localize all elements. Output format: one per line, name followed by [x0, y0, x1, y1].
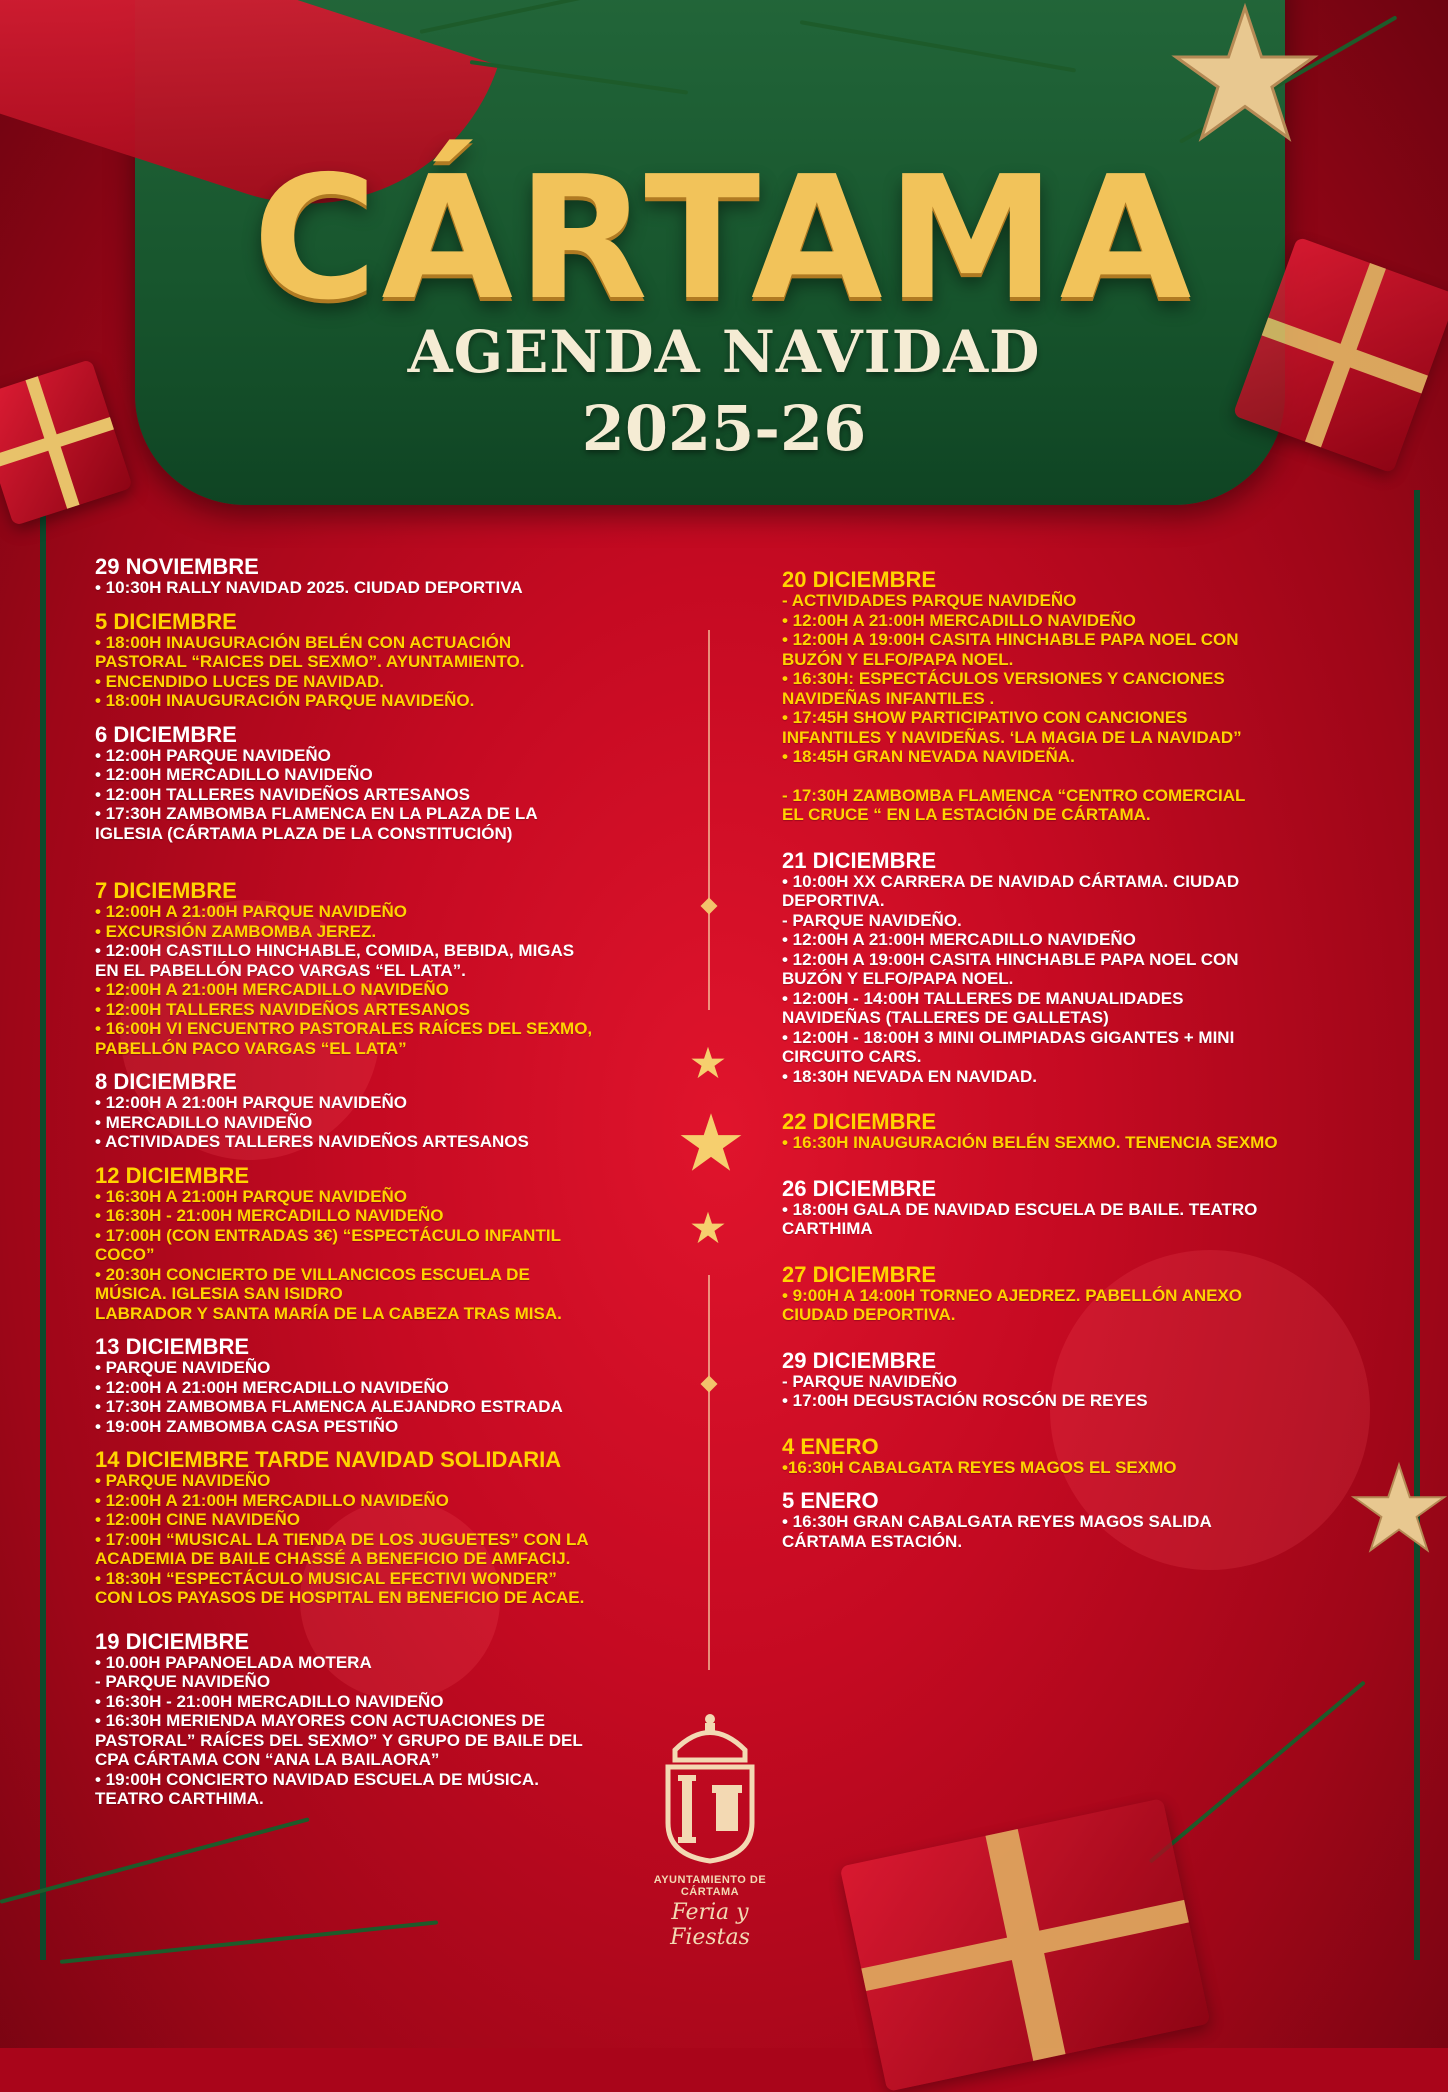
- agenda-day: [95, 1164, 695, 1324]
- event-line: • 18:00H INAUGURACIÓN BELÉN CON ACTUACIÓN: [95, 632, 512, 652]
- event-line: CON LOS PAYASOS DE HOSPITAL EN BENEFICIO DE ACAE.: [95, 1588, 585, 1607]
- agenda-day: [95, 555, 695, 598]
- coat-of-arms-icon: [650, 1705, 770, 1865]
- event-line: LABRADOR Y SANTA MARÍA DE LA CABEZA TRAS MISA.: [95, 1303, 562, 1323]
- logo-top-text: AYUNTAMIENTO DE CÁRTAMA: [653, 1874, 767, 1898]
- left-column: [95, 555, 695, 1821]
- event-line: •16:30H CABALGATA REYES MAGOS EL SEXMO: [782, 1457, 1177, 1477]
- event-line: CÁRTAMA ESTACIÓN.: [782, 1531, 963, 1551]
- event-line: • 16:30H MERIENDA MAYORES CON ACTUACIONES DE: [95, 1711, 545, 1730]
- agenda-day: [782, 1263, 1382, 1325]
- main-title: CÁRTAMA: [252, 140, 1196, 338]
- event-line: - ACTIVIDADES PARQUE NAVIDEÑO: [782, 591, 1077, 610]
- event-line: • 10.00H PAPANOELADA MOTERA: [95, 1652, 372, 1672]
- event-line: - PARQUE NAVIDEÑO: [95, 1672, 271, 1691]
- day-title: 20 DICIEMBRE: [782, 567, 937, 592]
- event-line: • 19:00H ZAMBOMBA CASA PESTIÑO: [95, 1416, 399, 1436]
- event-line: • ACTIVIDADES TALLERES NAVIDEÑOS ARTESANOS: [95, 1132, 529, 1151]
- event-line: TEATRO CARTHIMA.: [95, 1789, 264, 1808]
- agenda-day: [782, 849, 1382, 1087]
- event-line: - 17:30H ZAMBOMBA FLAMENCA “CENTRO COMERCIAL: [782, 785, 1246, 805]
- event-line: • 12:00H TALLERES NAVIDEÑOS ARTESANOS: [95, 784, 470, 804]
- event-line: • 12:00H PARQUE NAVIDEÑO: [95, 745, 331, 765]
- event-line: IGLESIA (CÁRTAMA PLAZA DE LA CONSTITUCIÓN): [95, 823, 513, 843]
- ayuntamiento-logo: [645, 1705, 775, 1950]
- event-line: • 16:30H - 21:00H MERCADILLO NAVIDEÑO: [95, 1691, 444, 1711]
- event-line: CARTHIMA: [782, 1219, 873, 1238]
- day-title: 7 DICIEMBRE: [95, 878, 237, 903]
- event-line: INFANTILES Y NAVIDEÑAS. ‘LA MAGIA DE LA NAVIDAD”: [782, 727, 1242, 747]
- event-line: NAVIDEÑAS INFANTILES .: [782, 688, 995, 708]
- day-title: 5 DICIEMBRE: [95, 608, 237, 634]
- agenda-day: [95, 723, 695, 844]
- event-line: • PARQUE NAVIDEÑO: [95, 1358, 271, 1377]
- agenda-day: [95, 1070, 695, 1152]
- event-line: • 17:00H (CON ENTRADAS 3€) “ESPECTÁCULO INFANTIL: [95, 1225, 561, 1245]
- event-line: CIUDAD DEPORTIVA.: [782, 1305, 956, 1324]
- day-title: 22 DICIEMBRE: [782, 1109, 937, 1134]
- day-title: 29 NOVIEMBRE: [95, 554, 259, 579]
- subtitle: AGENDA NAVIDAD: [407, 318, 1041, 386]
- event-line: • 12:00H MERCADILLO NAVIDEÑO: [95, 765, 373, 784]
- day-title: 27 DICIEMBRE: [782, 1261, 937, 1287]
- agenda-day: [782, 1435, 1382, 1478]
- event-line: • 12:00H CINE NAVIDEÑO: [95, 1510, 300, 1529]
- event-line: • 17:00H “MUSICAL LA TIENDA DE LOS JUGUETES” CON LA: [95, 1529, 589, 1549]
- event-line: MÚSICA. IGLESIA SAN ISIDRO: [95, 1284, 343, 1303]
- event-line: • 12:00H TALLERES NAVIDEÑOS ARTESANOS: [95, 999, 470, 1019]
- event-line: • 16:30H A 21:00H PARQUE NAVIDEÑO: [95, 1186, 408, 1206]
- day-title: 26 DICIEMBRE: [782, 1175, 937, 1201]
- event-line: [782, 767, 1382, 786]
- event-line: ACADEMIA DE BAILE CHASSÉ A BENEFICIO DE AMFACIJ.: [95, 1549, 571, 1568]
- event-line: • 12:00H A 21:00H MERCADILLO NAVIDEÑO: [782, 610, 1136, 630]
- event-line: BUZÓN Y ELFO/PAPA NOEL.: [782, 649, 1014, 669]
- event-line: EN EL PABELLÓN PACO VARGAS “EL LATA”.: [95, 960, 466, 980]
- gold-star-icon: [690, 1045, 726, 1081]
- right-column: [782, 568, 1382, 1563]
- event-line: BUZÓN Y ELFO/PAPA NOEL.: [782, 969, 1014, 988]
- event-line: • 18:30H “ESPECTÁCULO MUSICAL EFECTIVI WONDER”: [95, 1568, 557, 1588]
- day-title: 12 DICIEMBRE: [95, 1162, 250, 1188]
- event-line: • 12:00H A 21:00H MERCADILLO NAVIDEÑO: [782, 930, 1136, 949]
- center-divider: [708, 630, 710, 1010]
- event-line: • 17:30H ZAMBOMBA FLAMENCA ALEJANDRO ESTRADA: [95, 1397, 563, 1416]
- event-line: • 18:00H GALA DE NAVIDAD ESCUELA DE BAILE. TEATRO: [782, 1199, 1258, 1219]
- event-line: • 18:00H INAUGURACIÓN PARQUE NAVIDEÑO.: [95, 691, 475, 710]
- event-line: • 12:00H - 18:00H 3 MINI OLIMPIADAS GIGANTES + MINI: [782, 1027, 1235, 1047]
- agenda-day: [95, 879, 695, 1058]
- event-line: • 9:00H A 14:00H TORNEO AJEDREZ. PABELLÓN ANEXO: [782, 1285, 1243, 1305]
- event-line: • 12:00H A 19:00H CASITA HINCHABLE PAPA NOEL CON: [782, 630, 1239, 649]
- day-title: 6 DICIEMBRE: [95, 721, 237, 747]
- event-line: • 16:30H - 21:00H MERCADILLO NAVIDEÑO: [95, 1206, 444, 1225]
- year-label: 2025-26: [581, 392, 867, 465]
- star-ornament-icon: [1140, 0, 1350, 150]
- event-line: • 12:00H A 19:00H CASITA HINCHABLE PAPA NOEL CON: [782, 949, 1239, 969]
- agenda-day: [95, 1630, 695, 1809]
- day-title: 29 DICIEMBRE: [782, 1347, 937, 1373]
- agenda-day: [95, 610, 695, 711]
- day-title: 5 ENERO: [782, 1488, 879, 1513]
- event-line: • 17:45H SHOW PARTICIPATIVO CON CANCIONES: [782, 708, 1188, 727]
- day-title: 14 DICIEMBRE TARDE NAVIDAD SOLIDARIA: [95, 1447, 562, 1472]
- event-line: - PARQUE NAVIDEÑO: [782, 1371, 958, 1391]
- event-line: • 18:45H GRAN NEVADA NAVIDEÑA.: [782, 747, 1075, 766]
- agenda-day: [782, 1489, 1382, 1551]
- center-divider: [708, 1275, 710, 1670]
- event-line: • 16:30H: ESPECTÁCULOS VERSIONES Y CANCIONES: [782, 669, 1225, 688]
- event-line: • 12:00H A 21:00H PARQUE NAVIDEÑO: [95, 1093, 408, 1112]
- event-line: PABELLÓN PACO VARGAS “EL LATA”: [95, 1038, 407, 1058]
- event-line: • ENCENDIDO LUCES DE NAVIDAD.: [95, 671, 384, 691]
- agenda-day: [782, 568, 1382, 825]
- event-line: • 12:00H A 21:00H MERCADILLO NAVIDEÑO: [95, 1377, 449, 1397]
- event-line: • 12:00H CASTILLO HINCHABLE, COMIDA, BEBIDA, MIGAS: [95, 941, 575, 960]
- event-line: • EXCURSIÓN ZAMBOMBA JEREZ.: [95, 921, 377, 941]
- event-line: NAVIDEÑAS (TALLERES DE GALLETAS): [782, 1008, 1109, 1027]
- event-line: • 17:30H ZAMBOMBA FLAMENCA EN LA PLAZA DE LA: [95, 804, 538, 823]
- agenda-day: [95, 1448, 695, 1608]
- event-line: • 10:30H RALLY NAVIDAD 2025. CIUDAD DEPORTIVA: [95, 578, 523, 597]
- event-line: • 18:30H NEVADA EN NAVIDAD.: [782, 1066, 1038, 1086]
- event-line: • 17:00H DEGUSTACIÓN ROSCÓN DE REYES: [782, 1391, 1148, 1410]
- event-line: • 12:00H A 21:00H MERCADILLO NAVIDEÑO: [95, 980, 449, 999]
- agenda-day: [782, 1110, 1382, 1153]
- event-line: • PARQUE NAVIDEÑO: [95, 1471, 271, 1490]
- event-line: COCO”: [95, 1245, 155, 1264]
- event-line: EL CRUCE “ EN LA ESTACIÓN DE CÁRTAMA.: [782, 805, 1151, 824]
- day-title: 8 DICIEMBRE: [95, 1069, 237, 1094]
- logo-bottom-text: Feria y Fiestas: [670, 1900, 750, 1950]
- agenda-day: [782, 1349, 1382, 1411]
- event-line: • 16:30H INAUGURACIÓN BELÉN SEXMO. TENENCIA SEXMO: [782, 1133, 1278, 1152]
- event-line: • MERCADILLO NAVIDEÑO: [95, 1112, 313, 1132]
- event-line: DEPORTIVA.: [782, 891, 885, 910]
- event-line: • 12:00H A 21:00H PARQUE NAVIDEÑO: [95, 902, 408, 921]
- event-line: • 10:00H XX CARRERA DE NAVIDAD CÁRTAMA. CIUDAD: [782, 871, 1240, 891]
- event-line: - PARQUE NAVIDEÑO.: [782, 910, 962, 930]
- day-title: 13 DICIEMBRE: [95, 1334, 250, 1359]
- event-line: CIRCUITO CARS.: [782, 1047, 922, 1066]
- event-line: PASTORAL “RAICES DEL SEXMO”. AYUNTAMIENTO.: [95, 652, 525, 671]
- event-line: PASTORAL” RAÍCES DEL SEXMO” Y GRUPO DE BAILE DEL: [95, 1730, 583, 1750]
- day-title: 19 DICIEMBRE: [95, 1628, 250, 1654]
- event-line: • 12:00H - 14:00H TALLERES DE MANUALIDADES: [782, 988, 1184, 1008]
- event-line: CPA CÁRTAMA CON “ANA LA BAILAORA”: [95, 1750, 440, 1769]
- event-line: • 19:00H CONCIERTO NAVIDAD ESCUELA DE MÚSICA.: [95, 1769, 539, 1789]
- event-line: • 12:00H A 21:00H MERCADILLO NAVIDEÑO: [95, 1490, 449, 1510]
- event-line: • 20:30H CONCIERTO DE VILLANCICOS ESCUELA DE: [95, 1264, 530, 1284]
- agenda-day: [95, 1335, 695, 1436]
- day-title: 4 ENERO: [782, 1433, 879, 1459]
- event-line: • 16:30H GRAN CABALGATA REYES MAGOS SALIDA: [782, 1512, 1212, 1531]
- agenda-day: [782, 1177, 1382, 1239]
- gold-star-icon: [690, 1210, 726, 1246]
- day-title: 21 DICIEMBRE: [782, 847, 937, 873]
- event-line: • 16:00H VI ENCUENTRO PASTORALES RAÍCES DEL SEXMO,: [95, 1019, 593, 1038]
